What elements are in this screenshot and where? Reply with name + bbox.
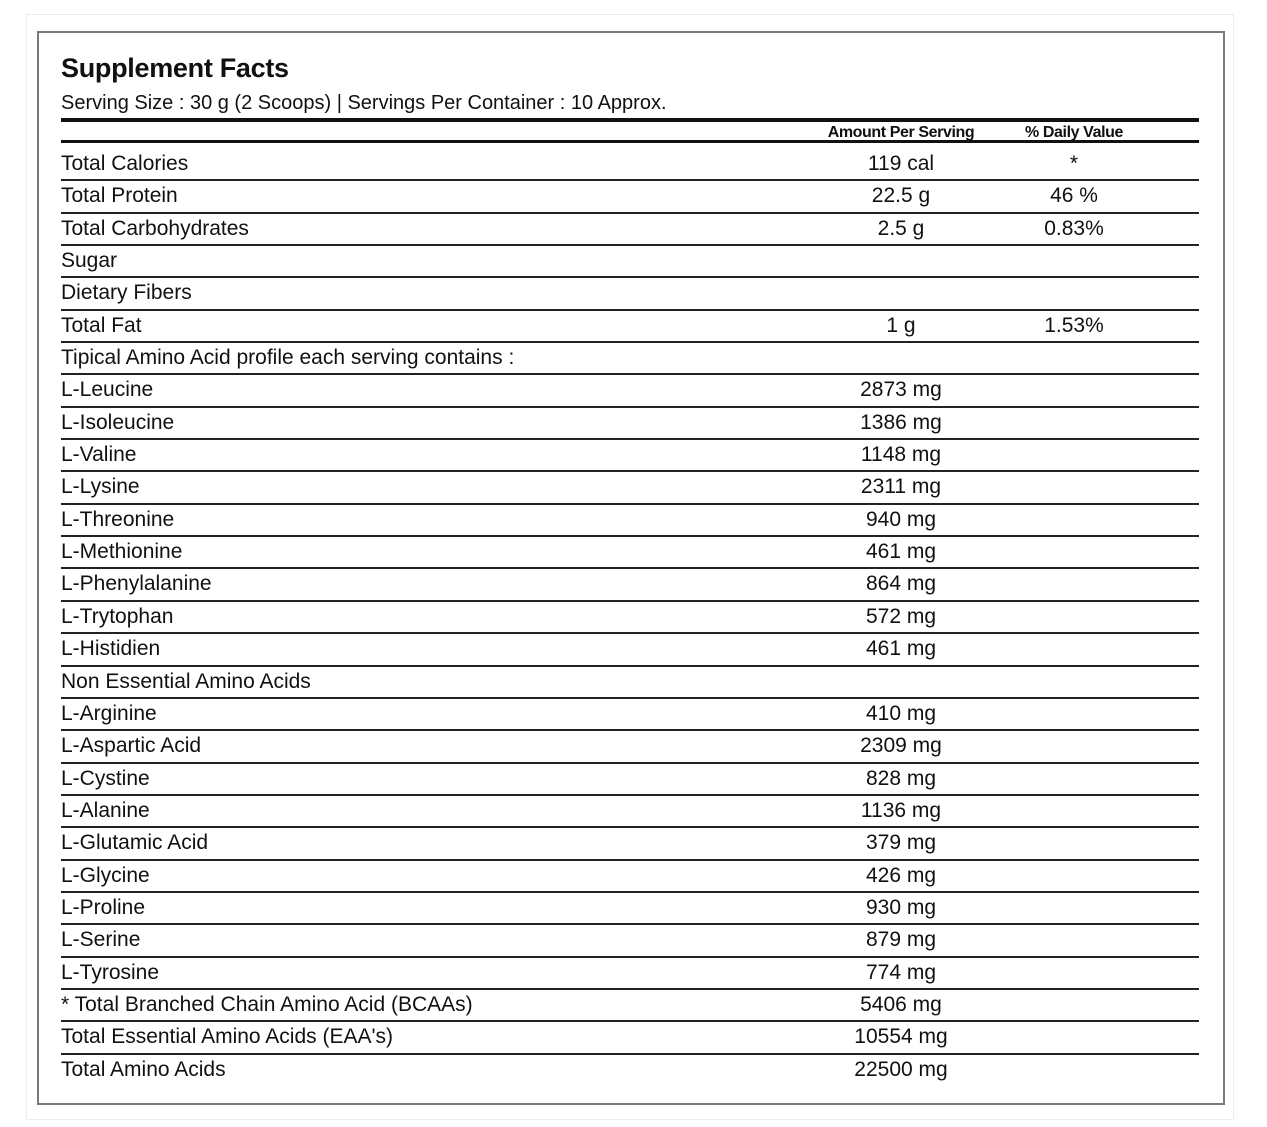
- nutrient-name: * Total Branched Chain Amino Acid (BCAAs): [61, 992, 473, 1016]
- serving-info: Serving Size : 30 g (2 Scoops) | Servings Per Container : 10 Approx.: [61, 92, 667, 114]
- nutrient-amount: 119 cal: [867, 152, 935, 175]
- label-title: Supplement Facts: [61, 53, 289, 83]
- nutrient-name: L-Trytophan: [61, 604, 174, 628]
- nutrient-name: Non Essential Amino Acids: [61, 669, 311, 693]
- nutrient-amount: 461 mg: [865, 540, 937, 564]
- nutrient-row: [61, 408, 1199, 440]
- nutrient-row: [61, 1022, 1199, 1054]
- nutrient-row: [61, 699, 1199, 731]
- nutrient-name: Tipical Amino Acid profile each serving contains :: [61, 346, 515, 370]
- nutrient-name: L-Lysine: [61, 475, 140, 499]
- nutrient-name: L-Alanine: [61, 798, 150, 822]
- nutrient-amount: 1 g: [886, 313, 916, 337]
- nutrient-name: L-Phenylalanine: [61, 572, 212, 596]
- nutrient-name: Total Amino Acids: [61, 1057, 226, 1081]
- nutrient-name: L-Glutamic Acid: [61, 831, 209, 855]
- nutrient-name: Total Calories: [61, 152, 189, 175]
- nutrient-row: [61, 602, 1199, 634]
- nutrient-amount: 5406 mg: [860, 992, 942, 1016]
- nutrient-amount: 774 mg: [865, 960, 937, 984]
- nutrient-amount: 828 mg: [865, 766, 937, 790]
- nutrient-amount: 879 mg: [865, 928, 937, 952]
- nutrient-row: [61, 861, 1199, 893]
- nutrient-name: L-Tyrosine: [61, 960, 160, 984]
- nutrient-name: L-Cystine: [61, 766, 150, 790]
- nutrient-name: L-Methionine: [61, 540, 183, 564]
- nutrient-row: [61, 472, 1199, 504]
- nutrient-row: [61, 440, 1199, 472]
- nutrient-row: [61, 343, 1199, 375]
- nutrient-row: [61, 278, 1199, 310]
- nutrient-daily-value: 46 %: [1050, 184, 1098, 208]
- nutrient-row: [61, 1055, 1199, 1087]
- nutrient-amount: 461 mg: [865, 637, 937, 661]
- nutrient-name: Total Essential Amino Acids (EAA's): [61, 1025, 393, 1049]
- nutrient-amount: 10554 mg: [854, 1025, 948, 1049]
- nutrient-name: L-Threonine: [61, 507, 175, 531]
- nutrient-row: [61, 569, 1199, 601]
- nutrient-amount: 426 mg: [865, 863, 937, 887]
- nutrient-name: L-Glycine: [61, 863, 150, 887]
- nutrient-row: [61, 958, 1199, 990]
- nutrient-row: [61, 505, 1199, 537]
- supplement-facts-panel: [37, 31, 1225, 1105]
- nutrient-row: [61, 375, 1199, 407]
- nutrient-amount: 864 mg: [865, 572, 937, 596]
- nutrient-amount: 2873 mg: [860, 378, 942, 402]
- nutrient-row: [61, 925, 1199, 957]
- nutrient-row: [61, 537, 1199, 569]
- nutrient-row: [61, 764, 1199, 796]
- nutrient-row: [61, 731, 1199, 763]
- column-header-row: [61, 118, 1199, 143]
- nutrient-amount: 22500 mg: [854, 1057, 948, 1081]
- nutrient-amount: 410 mg: [865, 701, 937, 725]
- nutrient-amount: 2309 mg: [860, 734, 942, 758]
- nutrient-amount: 2.5 g: [877, 216, 925, 240]
- nutrient-row: [61, 149, 1199, 181]
- nutrient-daily-value: *: [1069, 152, 1079, 175]
- nutrient-row: [61, 311, 1199, 343]
- nutrient-amount: 1136 mg: [860, 798, 942, 822]
- nutrient-name: Total Fat: [61, 313, 142, 337]
- nutrient-name: L-Leucine: [61, 378, 154, 402]
- nutrient-amount: 2311 mg: [860, 475, 942, 499]
- nutrient-row: [61, 990, 1199, 1022]
- nutrient-daily-value: 1.53%: [1044, 313, 1104, 337]
- nutrient-name: L-Aspartic Acid: [61, 734, 202, 758]
- nutrient-name: L-Valine: [61, 443, 137, 467]
- nutrient-name: L-Isoleucine: [61, 410, 175, 434]
- nutrient-row: [61, 828, 1199, 860]
- nutrient-amount: 930 mg: [865, 895, 937, 919]
- nutrient-table: [61, 149, 1199, 1087]
- nutrient-name: L-Proline: [61, 895, 146, 919]
- nutrient-row: [61, 667, 1199, 699]
- nutrient-row: [61, 796, 1199, 828]
- nutrient-amount: 572 mg: [865, 604, 937, 628]
- nutrient-row: [61, 634, 1199, 666]
- nutrient-amount: 940 mg: [865, 507, 937, 531]
- nutrient-daily-value: 0.83%: [1044, 216, 1104, 240]
- nutrient-name: Sugar: [61, 249, 118, 273]
- nutrient-name: L-Arginine: [61, 701, 157, 725]
- nutrient-row: [61, 893, 1199, 925]
- nutrient-amount: 379 mg: [865, 831, 937, 855]
- nutrient-row: [61, 246, 1199, 278]
- nutrient-name: L-Histidien: [61, 637, 161, 661]
- nutrient-name: Total Protein: [61, 184, 178, 208]
- nutrient-name: Dietary Fibers: [61, 281, 192, 305]
- nutrient-name: Total Carbohydrates: [61, 216, 249, 240]
- nutrient-amount: 22.5 g: [871, 184, 931, 208]
- nutrient-name: L-Serine: [61, 928, 141, 952]
- nutrient-row: [61, 214, 1199, 246]
- daily-value-column-header: % Daily Value: [1025, 124, 1123, 141]
- nutrient-amount: 1148 mg: [860, 443, 942, 467]
- nutrient-row: [61, 181, 1199, 213]
- amount-column-header: Amount Per Serving: [827, 124, 975, 141]
- nutrient-amount: 1386 mg: [860, 410, 942, 434]
